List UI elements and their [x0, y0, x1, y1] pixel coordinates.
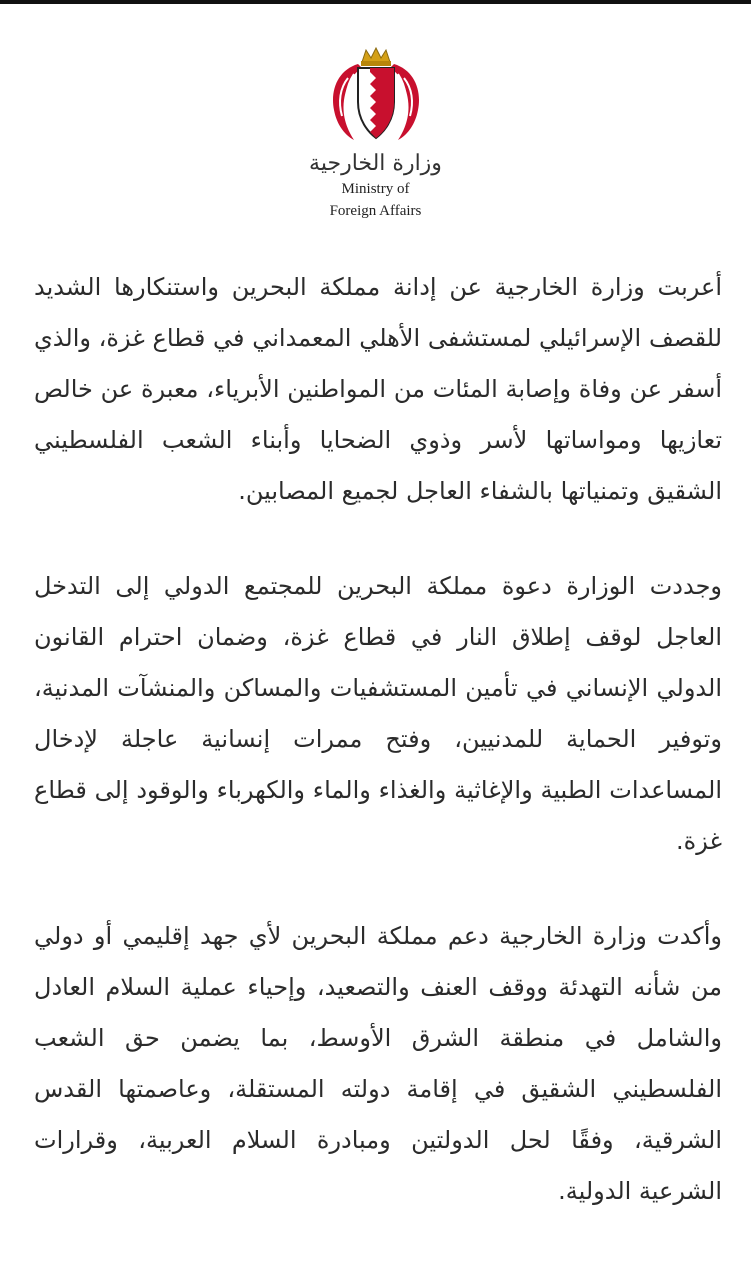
paragraph-call-for-ceasefire: وجددت الوزارة دعوة مملكة البحرين للمجتمع الدولي إلى التدخل العاجل لوقف إطلاق النار في قطاع غزة، وضمان احترام القانون الدولي الإنساني في تأمين المستشفيات والمساكن والمنشآت المدنية، وتوفير الحماية للمدنيين، وفتح ممرات إنسانية عاجلة لإدخال المساعدات الطبية والإغاثية والغذاء والماء والكهرباء والوقود إلى قطاع غزة. [34, 572, 722, 855]
top-border [0, 0, 751, 4]
statement-body [34, 262, 722, 1217]
bahrain-coat-of-arms-icon [328, 44, 424, 148]
ministry-name-arabic: وزارة الخارجية [309, 151, 442, 176]
letterhead [0, 44, 751, 220]
paragraph-peace-support: وأكدت وزارة الخارجية دعم مملكة البحرين لأي جهد إقليمي أو دولي من شأنه التهدئة ووقف العنف والتصعيد، وإحياء عملية السلام العادل والشامل في منطقة الشرق الأوسط، بما يضمن حق الشعب الفلسطيني الشقيق في إقامة دولته المستقلة، وعاصمتها القدس الشرقية، وفقًا لحل الدولتين ومبادرة السلام العربية، وقرارات الشرعية الدولية. [34, 922, 722, 1205]
ministry-name-english-line1: Ministry of [341, 181, 410, 198]
paragraph-condemnation: أعربت وزارة الخارجية عن إدانة مملكة البحرين واستنكارها الشديد للقصف الإسرائيلي لمستشفى الأهلي المعمداني في قطاع غزة، والذي أسفر عن وفاة وإصابة المئات من المواطنين الأبرياء، معبرة عن خالص تعازيها ومواساتها لأسر وذوي الضحايا وأبناء الشعب الفلسطيني الشقيق وتمنياتها بالشفاء العاجل لجميع المصابين. [34, 273, 722, 505]
ministry-name-english-line2: Foreign Affairs [329, 203, 422, 220]
